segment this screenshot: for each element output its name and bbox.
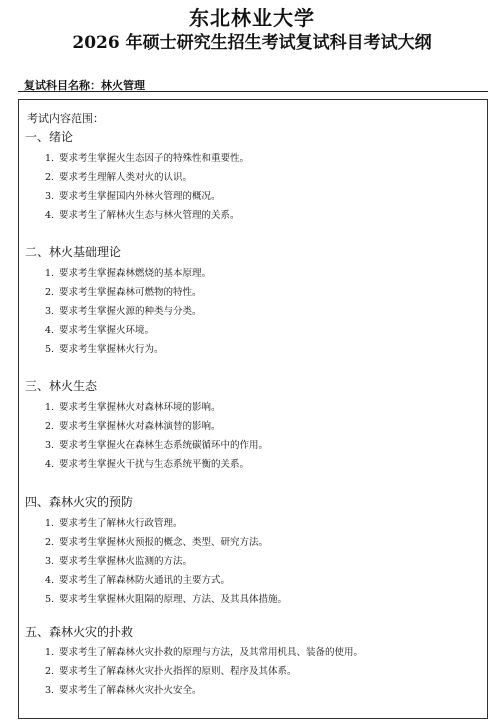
item-number: 3. xyxy=(45,191,55,202)
item-number: 1. xyxy=(45,153,55,164)
item-number: 5. xyxy=(45,594,55,605)
list-item xyxy=(45,534,268,548)
item-text: 要求考生掌握国内外林火管理的概况。 xyxy=(59,191,221,202)
item-text: 要求考生了解森林火灾扑火指挥的原则、程序及其体系。 xyxy=(59,666,297,677)
item-number: 4. xyxy=(45,459,55,470)
item-text: 要求考生掌握火源的种类与分类。 xyxy=(59,306,202,317)
item-text: 要求考生掌握火环境。 xyxy=(59,325,155,336)
section-title: 四、森林火灾的预防 xyxy=(25,495,134,509)
list-item xyxy=(45,399,221,413)
list-item xyxy=(45,418,221,432)
section-title: 五、森林火灾的扑救 xyxy=(25,625,134,639)
list-item xyxy=(45,456,249,470)
item-text: 要求考生了解森林火灾扑火安全。 xyxy=(59,685,202,696)
item-text: 要求考生掌握火干扰与生态系统平衡的关系。 xyxy=(59,459,250,470)
list-item xyxy=(45,265,211,279)
item-number: 1. xyxy=(45,268,55,279)
item-text: 要求考生掌握火生态因子的特殊性和重要性。 xyxy=(59,153,250,164)
item-text: 要求考生掌握林火对森林环境的影响。 xyxy=(59,402,221,413)
header-divider xyxy=(18,91,488,92)
list-item xyxy=(45,303,202,317)
list-item xyxy=(45,682,202,696)
subject-name: 复试科目名称：林火管理 xyxy=(24,79,145,92)
item-number: 5. xyxy=(45,344,55,355)
university-name: 东北林业大学 xyxy=(189,6,315,30)
item-text: 要求考生掌握林火行为。 xyxy=(59,344,164,355)
item-number: 2. xyxy=(45,421,55,432)
item-text: 要求考生了解林火生态与林火管理的关系。 xyxy=(59,210,240,221)
item-text: 要求考生掌握林火监测的方法。 xyxy=(59,556,193,567)
list-item xyxy=(45,591,287,605)
item-number: 1. xyxy=(45,647,55,658)
item-text: 要求考生了解森林火灾扑救的原理与方法，及其常用机具、装备的使用。 xyxy=(59,647,364,658)
list-item xyxy=(45,553,192,567)
list-item xyxy=(45,322,154,336)
list-item xyxy=(45,341,164,355)
item-number: 1. xyxy=(45,518,55,529)
item-number: 2. xyxy=(45,537,55,548)
item-text: 要求考生了解森林防火通讯的主要方式。 xyxy=(59,575,231,586)
list-item xyxy=(45,207,240,221)
list-item xyxy=(45,663,297,677)
item-number: 1. xyxy=(45,402,55,413)
list-item xyxy=(45,169,192,183)
list-item xyxy=(45,515,183,529)
item-text: 要求考生掌握林火阻隔的原理、方法、及其具体措施。 xyxy=(59,594,288,605)
section-title: 一、绪论 xyxy=(25,130,74,144)
item-number: 4. xyxy=(45,325,55,336)
syllabus-box xyxy=(18,99,488,719)
list-item xyxy=(45,572,230,586)
list-item xyxy=(45,437,268,451)
item-text: 要求考生掌握森林可燃物的特性。 xyxy=(59,287,202,298)
document-title: 2026 年硕士研究生招生考试复试科目考试大纲 xyxy=(72,33,432,53)
item-text: 要求考生掌握火在森林生态系统碳循环中的作用。 xyxy=(59,440,269,451)
item-number: 2. xyxy=(45,666,55,677)
item-number: 3. xyxy=(45,556,55,567)
section-title: 二、林火基础理论 xyxy=(25,245,122,259)
item-text: 要求考生掌握林火对森林演替的影响。 xyxy=(59,421,221,432)
section-title: 三、林火生态 xyxy=(25,379,98,393)
list-item xyxy=(45,644,363,658)
list-item xyxy=(45,150,249,164)
item-number: 4. xyxy=(45,210,55,221)
item-text: 要求考生掌握林火预报的概念、类型、研究方法。 xyxy=(59,537,269,548)
list-item xyxy=(45,188,221,202)
item-text: 要求考生理解人类对火的认识。 xyxy=(59,172,193,183)
item-number: 3. xyxy=(45,440,55,451)
item-number: 4. xyxy=(45,575,55,586)
item-number: 3. xyxy=(45,306,55,317)
list-item xyxy=(45,284,202,298)
item-number: 3. xyxy=(45,685,55,696)
item-text: 要求考生了解林火行政管理。 xyxy=(59,518,183,529)
scope-label: 考试内容范围： xyxy=(27,112,104,125)
item-text: 要求考生掌握森林燃烧的基本原理。 xyxy=(59,268,212,279)
item-number: 2. xyxy=(45,287,55,298)
item-number: 2. xyxy=(45,172,55,183)
